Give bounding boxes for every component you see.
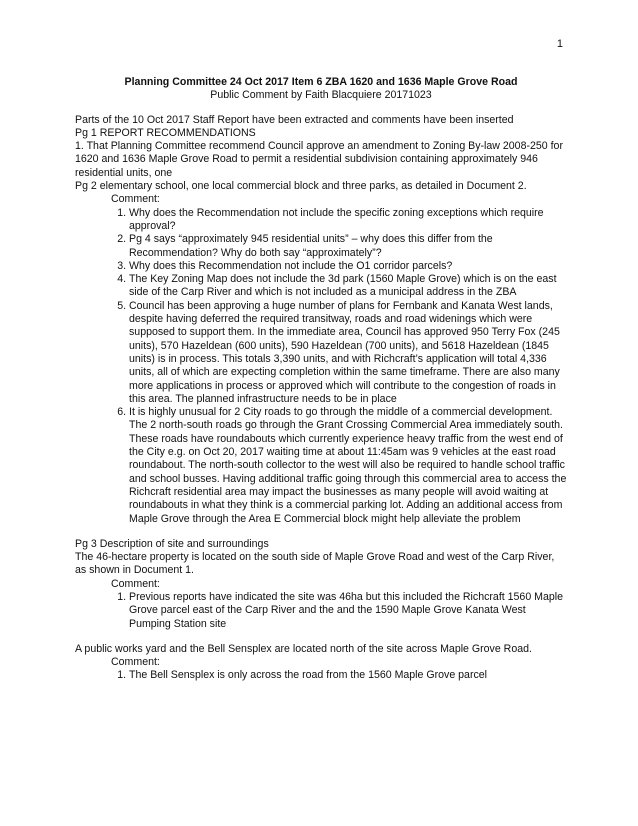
intro-line: Parts of the 10 Oct 2017 Staff Report have been extracted and comments have been inserted [75, 113, 514, 126]
section-text: The 46-hectare property is located on the south side of Maple Grove Road and west of the Carp River, as shown in Document 1. [75, 551, 555, 577]
section-heading: Pg 3 Description of site and surroundings [75, 537, 269, 550]
comment-label: Comment: [111, 577, 160, 590]
intro-line: Pg 1 REPORT RECOMMENDATIONS [75, 126, 256, 139]
list-item: 3. Why does this Recommendation not include the O1 corridor parcels? [129, 260, 567, 273]
comment-label: Comment: [111, 193, 160, 206]
list-item: 6. It is highly unusual for 2 City roads to go through the middle of a commercial development. The 2 north-south roads go through the Grant Crossing Commercial Area immediately south. These roads have roundabouts which currently experience heavy traffic from the west end of the City e.g. on Oct 20, 2017 waiting time at about 11:45am was 9 vehicles at the east road roundabout. The north-south collector to the west will also be required to handle school traffic and school busses. Having additional traffic going through this commercial area to access the Richcraft residential area may impact the businesses as many people will avoid waiting at roundabouts in what they think is a commercial parking lot. Adding an additional access from Maple Grove through the Area E Commercial block might help alleviate the problem [129, 406, 567, 526]
list-item: 5. Council has been approving a huge number of plans for Fernbank and Kanata West lands, despite having deferred the required transitway, roads and road widenings which were supposed to support them. In the immediate area, Council has approved 950 Terry Fox (245 units), 570 Hazeldean (600 units), 590 Hazeldean (700 units), and 5618 Hazeldean (1845 units) is in process. This totals 3,390 units, and with Richcraft’s application will total 4,336 units, all of which are expecting completion within the same timeframe. There are also many more applications in process or approved which will contribute to the congestion of roads in this area. The planned infrastructure needs to be in place [129, 300, 567, 406]
section-text: A public works yard and the Bell Sensplex are located north of the site across Maple Grove Road. [75, 642, 532, 655]
list-item: 1. Previous reports have indicated the site was 46ha but this included the Richcraft 1560 Maple Grove parcel east of the Carp River and the and the 1590 Maple Grove Kanata West Pumping Station site [129, 591, 567, 631]
page-number: 1 [556, 38, 563, 50]
document-subtitle: Public Comment by Faith Blacquiere 20171023 [210, 89, 432, 102]
comment-list [75, 591, 567, 631]
comment-list [75, 207, 567, 526]
comment-label: Comment: [111, 656, 160, 669]
intro-line: 1. That Planning Committee recommend Council approve an amendment to Zoning By-law 2008-250 for 1620 and 1636 Maple Grove Road to permit a residential subdivision containing approximately 946 residential units, one [75, 140, 563, 179]
comment-list [75, 669, 567, 682]
list-item: 2. Pg 4 says “approximately 945 residential units” – why does this differ from the Recommendation? Why do both say “approximately”? [129, 233, 567, 260]
document-body [75, 76, 567, 683]
document-title: Planning Committee 24 Oct 2017 Item 6 ZBA 1620 and 1636 Maple Grove Road [124, 76, 518, 88]
list-item: 4. The Key Zoning Map does not include the 3d park (1560 Maple Grove) which is on the east side of the Carp River and which is not included as a municipal address in the ZBA [129, 273, 567, 300]
list-item: 1. Why does the Recommendation not include the specific zoning exceptions which require approval? [129, 207, 567, 234]
intro-line: Pg 2 elementary school, one local commercial block and three parks, as detailed in Document 2. [75, 180, 527, 193]
list-item: 1. The Bell Sensplex is only across the road from the 1560 Maple Grove parcel [129, 669, 567, 682]
